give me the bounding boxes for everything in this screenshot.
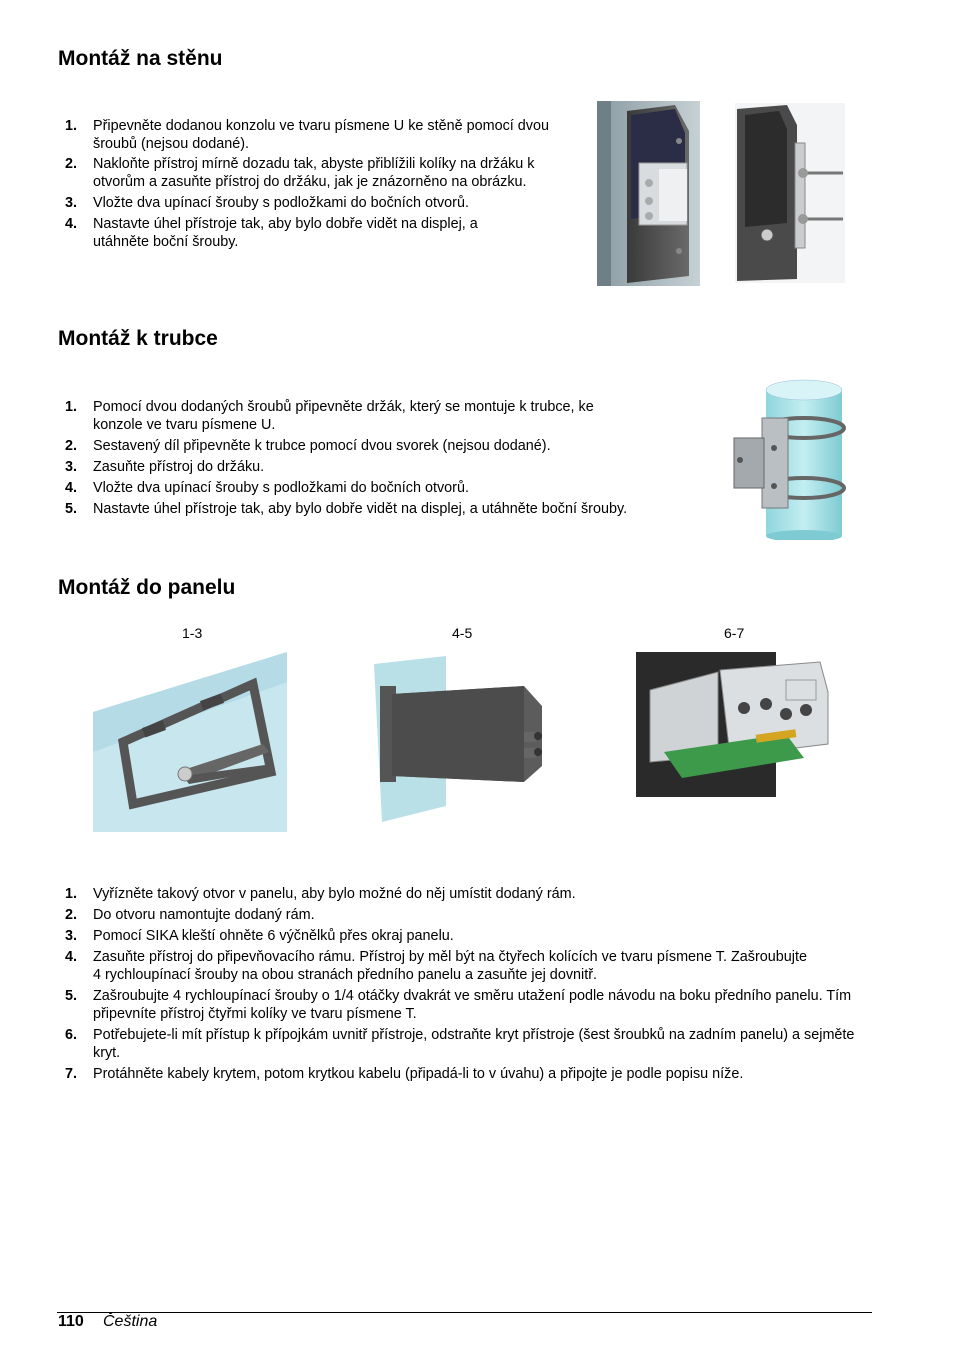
list-item: 3. Zasuňte přístroj do držáku. bbox=[65, 459, 265, 475]
wall-steps-list bbox=[58, 117, 578, 251]
list-item: 5. Nastavte úhel přístroje tak, aby bylo dobře vidět na displej, a utáhněte boční šrouby. bbox=[65, 501, 628, 517]
list-item: 2. Sestavený díl připevněte k trubce pomocí dvou svorek (nejsou dodané). bbox=[65, 438, 551, 454]
wall-mount-front-figure bbox=[597, 101, 700, 286]
pipe-mount-figure bbox=[718, 378, 848, 540]
section-title-wall: Montáž na stěnu bbox=[58, 47, 223, 70]
list-item: 4. Vložte dva upínací šrouby s podložkami do bočních otvorů. bbox=[65, 480, 469, 496]
panel-insert-figure bbox=[374, 656, 552, 822]
list-item: 3. Pomocí SIKA kleští ohněte 6 výčnělků přes okraj panelu. bbox=[65, 928, 454, 944]
list-item: 3. Vložte dva upínací šrouby s podložkami do bočních otvorů. bbox=[65, 195, 469, 211]
footer-divider bbox=[57, 1312, 872, 1313]
list-item: 4. Zasuňte přístroj do připevňovacího rámu. Přístroj by měl být na čtyřech kolících ve tvaru písmene T. Zašroubujte 4 rychloupínací šrouby na obou stranách předního panelu a zasuňte jej dovnitř. bbox=[65, 949, 807, 983]
list-item: 5. Zašroubujte 4 rychloupínací šrouby o 1/4 otáčky dvakrát ve směru utažení podle návodu na boku předního panelu. Tím připevníte přístroj čtyřmi kolíky ve tvaru písmene T. bbox=[65, 988, 852, 1022]
section-title-pipe: Montáž k trubce bbox=[58, 327, 218, 350]
section-title-panel: Montáž do panelu bbox=[58, 576, 236, 599]
figure-label-6-7: 6-7 bbox=[724, 625, 745, 641]
panel-steps-list bbox=[58, 885, 873, 1083]
footer-language: Čeština bbox=[103, 1313, 158, 1330]
list-item: 1. Připevněte dodanou konzolu ve tvaru písmene U ke stěně pomocí dvou šroubů (nejsou dodané). bbox=[65, 118, 549, 152]
list-item: 1. Vyřízněte takový otvor v panelu, aby bylo možné do něj umístit dodaný rám. bbox=[65, 886, 576, 902]
list-item: 6. Potřebujete-li mít přístup k přípojkám uvnitř přístroje, odstraňte kryt přístroje (šest šroubků na zadním panelu) a sejměte kryt. bbox=[65, 1027, 855, 1061]
figure-label-4-5: 4-5 bbox=[452, 625, 473, 641]
panel-open-device-figure bbox=[636, 652, 832, 797]
pipe-steps-list bbox=[58, 398, 698, 518]
list-item: 4. Nastavte úhel přístroje tak, aby bylo dobře vidět na displej, a utáhněte boční šrouby. bbox=[65, 216, 478, 250]
panel-frame-figure bbox=[93, 652, 287, 832]
page-number: 110 bbox=[58, 1313, 84, 1330]
wall-mount-side-figure bbox=[735, 103, 845, 283]
list-item: 2. Do otvoru namontujte dodaný rám. bbox=[65, 907, 315, 923]
figure-label-1-3: 1-3 bbox=[182, 625, 203, 641]
list-item: 7. Protáhněte kabely krytem, potom krytkou kabelu (připadá-li to v úvahu) a připojte je podle popisu níže. bbox=[65, 1066, 744, 1082]
list-item: 1. Pomocí dvou dodaných šroubů připevněte držák, který se montuje k trubce, ke konzole ve tvaru písmene U. bbox=[65, 399, 594, 433]
list-item: 2. Nakloňte přístroj mírně dozadu tak, abyste přiblížili kolíky na držáku k otvorům a zasuňte přístroj do držáku, jak je znázorněno na obrázku. bbox=[65, 156, 535, 190]
